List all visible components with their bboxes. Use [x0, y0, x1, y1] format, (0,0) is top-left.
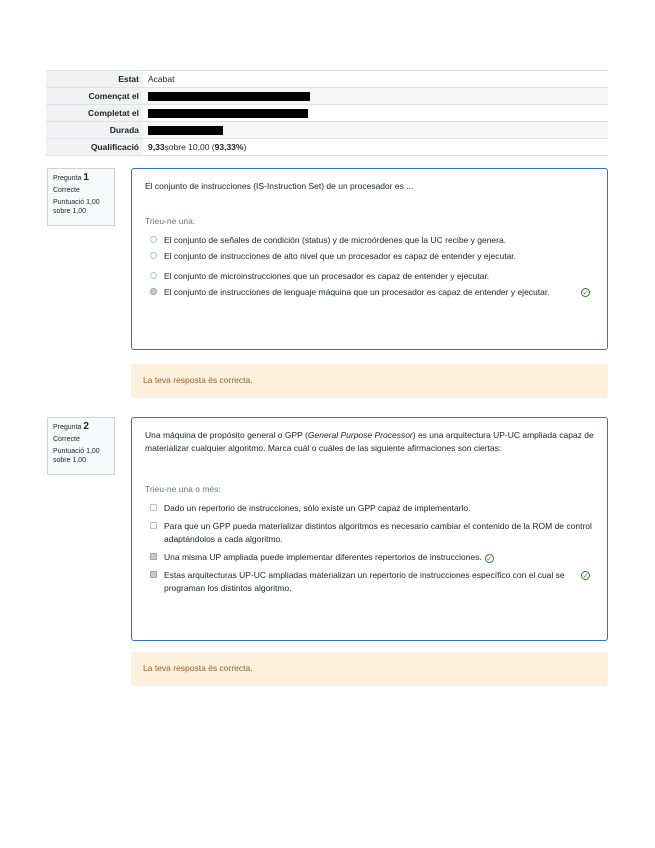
redaction-bar [148, 126, 223, 135]
option-label-wrap[interactable] [164, 551, 595, 564]
summary-row-duration [46, 122, 608, 139]
question-2-content [131, 417, 608, 641]
radio-button[interactable] [150, 236, 157, 243]
option-label[interactable]: Una misma UP ampliada puede implementar diferentes repertorios de instrucciones. [164, 552, 482, 562]
answer-prompt: Trieu-ne una: [145, 216, 196, 226]
radio-button-selected[interactable] [150, 288, 157, 295]
answer-option-selected[interactable] [145, 569, 595, 595]
answer-option-selected[interactable] [145, 551, 595, 564]
question-1-feedback: La teva resposta és correcta. [131, 364, 608, 398]
checkbox-checked[interactable] [150, 571, 157, 578]
question-2-feedback: La teva resposta és correcta. [131, 652, 608, 686]
question-text [145, 429, 595, 455]
option-label[interactable]: Para que un GPP pueda materializar distintos algoritmos es necesario cambiar el contenido de la ROM de control adaptándolos a cada algoritmo. [164, 521, 592, 544]
option-label[interactable]: Estas arquitecturas UP-UC ampliadas materializan un repertorio de instrucciones específico con el cual se programan los distintos algoritmo. [164, 570, 565, 593]
summary-grade-value [143, 139, 608, 155]
attempt-summary-table [46, 70, 608, 156]
answer-option[interactable] [145, 520, 595, 546]
answer-option[interactable] [145, 270, 595, 283]
question-1-info [47, 168, 115, 226]
summary-row-grade [46, 139, 608, 156]
question-prefix: Pregunta [53, 175, 82, 182]
check-circle-icon: ✓ [582, 573, 589, 580]
answer-prompt: Trieu-ne una o més: [145, 484, 221, 494]
summary-label: Estat [46, 71, 143, 87]
question-text-part: Una máquina de propósito general o GPP ( [145, 430, 308, 440]
question-state: Correcte [53, 187, 80, 194]
check-circle-icon: ✓ [486, 556, 493, 563]
option-label[interactable]: El conjunto de instrucciones de lenguaje máquina que un procesador es capaz de entender y ejecutar. [164, 287, 550, 297]
checkbox[interactable] [150, 522, 157, 529]
answer-option[interactable] [145, 234, 595, 247]
option-label[interactable]: El conjunto de señales de condición (status) y de microórdenes que la UC recibe y genera. [164, 235, 507, 245]
summary-label: Completat el [46, 105, 143, 121]
summary-label: Començat el [46, 88, 143, 104]
summary-row-started [46, 88, 608, 105]
radio-button[interactable] [150, 252, 157, 259]
summary-row-completed [46, 105, 608, 122]
answer-option[interactable] [145, 502, 595, 515]
question-1-content [131, 168, 608, 350]
summary-label: Durada [46, 122, 143, 138]
option-label[interactable]: El conjunto de instrucciones de alto nivel que un procesador es capaz de entender y ejecutar. [164, 251, 517, 261]
summary-label: Qualificació [46, 139, 143, 155]
checkbox[interactable] [150, 504, 157, 511]
question-text-italic: General Purpose Processor [307, 430, 413, 440]
summary-row-state [46, 71, 608, 88]
answer-option-selected[interactable] [145, 286, 595, 299]
grade-score: 9,33 [148, 142, 165, 152]
check-circle-icon: ✓ [582, 290, 589, 297]
answer-option[interactable] [145, 250, 595, 263]
question-number-value: 2 [83, 421, 89, 432]
question-marks: Puntuació 1,00 sobre 1,00 [53, 448, 100, 464]
question-2-info [47, 417, 115, 475]
question-text: El conjunto de instrucciones (IS-Instruction Set) de un procesador es ... [145, 181, 414, 191]
summary-value-redacted [143, 88, 608, 104]
summary-value-redacted [143, 105, 608, 121]
option-label[interactable]: El conjunto de microinstrucciones que un procesador es capaz de entender y ejecutar. [164, 271, 490, 281]
question-number [53, 173, 110, 183]
redaction-bar [148, 109, 308, 118]
grade-middle: sobre 10,00 ( [164, 142, 215, 152]
summary-value-redacted [143, 122, 608, 138]
checkbox-checked[interactable] [150, 553, 157, 560]
question-prefix: Pregunta [53, 424, 82, 431]
question-number [53, 422, 110, 432]
radio-button[interactable] [150, 272, 157, 279]
question-number-value: 1 [83, 172, 89, 183]
grade-end: ) [243, 142, 247, 152]
question-state: Correcte [53, 436, 80, 443]
question-text-part: ) es una arquitectura UP-UC ampliada capaz de materializar cualquier algoritmo. Marca cuál o cuáles de las siguiente afirmaciones son ciertas: [145, 430, 594, 453]
redaction-bar [148, 92, 310, 101]
summary-value: Acabat [148, 74, 175, 84]
option-label[interactable]: Dado un repertorio de instrucciones, sólo existe un GPP capaz de implementarlo. [164, 503, 471, 513]
grade-percent: 93,33% [214, 142, 244, 152]
question-marks: Puntuació 1,00 sobre 1,00 [53, 199, 100, 215]
